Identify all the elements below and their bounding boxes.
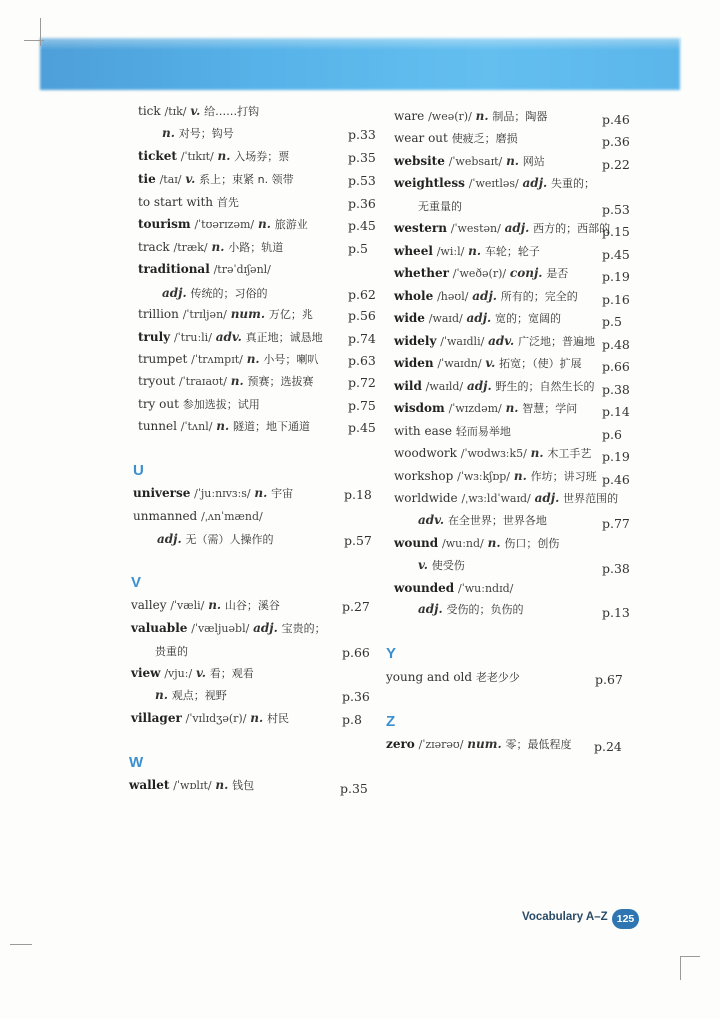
part-of-speech: adj. [534, 491, 560, 505]
page-reference: p.13 [602, 605, 630, 620]
vocab-entry [131, 665, 254, 682]
phonetic: /ˈwaɪdn/ [437, 357, 482, 370]
page-reference: p.35 [340, 781, 368, 796]
headword: wisdom [394, 401, 445, 415]
headword: wound [394, 536, 439, 550]
page-reference: p.63 [348, 353, 376, 368]
page-reference: p.22 [602, 157, 630, 172]
chinese-definition: 拓宽；（使）扩展 [499, 357, 582, 370]
part-of-speech: n. [155, 688, 168, 702]
chinese-definition: 首先 [216, 196, 239, 209]
chinese-definition: 制品；陶器 [492, 110, 548, 123]
phonetic: /ˈtʊərɪzəm/ [194, 218, 255, 231]
phonetic: /ˈjuːnɪvɜːs/ [194, 487, 251, 500]
chinese-definition: 传统的；习俗的 [190, 287, 268, 300]
vocab-entry [394, 490, 618, 507]
chinese-definition: 网站 [522, 155, 545, 168]
chinese-definition: 小路；轨道 [228, 241, 284, 254]
chinese-definition: 宇宙 [271, 487, 294, 500]
chinese-definition: 无重量的 [418, 200, 462, 213]
page-reference: p.45 [602, 247, 630, 262]
vocab-entry [138, 239, 283, 256]
part-of-speech: adj. [522, 176, 548, 190]
chinese-definition: 智慧；学问 [522, 402, 578, 415]
chinese-definition: 使受伤 [431, 559, 465, 572]
vocab-entry [133, 508, 263, 525]
headword: traditional [138, 262, 210, 276]
page-reference: p.5 [602, 314, 622, 329]
phonetic: /ˈweðə(r)/ [452, 267, 507, 280]
part-of-speech: adv. [488, 334, 515, 348]
vocab-entry [138, 261, 271, 278]
phonetic: /ˈwuːndɪd/ [458, 582, 514, 595]
page-reference: p.36 [342, 689, 370, 704]
page-reference: p.48 [602, 337, 630, 352]
phonetic: /ˈwestən/ [450, 222, 501, 235]
chinese-definition: 村民 [266, 712, 289, 725]
phonetic: /taɪ/ [159, 173, 182, 186]
page-reference: p.46 [602, 112, 630, 127]
part-of-speech: n. [216, 419, 230, 433]
vocab-entry [394, 580, 513, 597]
phonetic: /ˈzɪərəʊ/ [418, 738, 464, 751]
headword: unmanned [133, 509, 198, 523]
phonetic: /wiːl/ [436, 245, 465, 258]
page-reference: p.15 [602, 224, 630, 239]
header-fade [40, 20, 680, 50]
chinese-definition: 世界范围的 [563, 492, 619, 505]
headword: wounded [394, 581, 455, 595]
page-reference: p.19 [602, 269, 630, 284]
phonetic: /ˈvæljuəbl/ [191, 622, 250, 635]
phonetic: /waɪld/ [425, 380, 464, 393]
crop-mark [40, 18, 41, 46]
part-of-speech: v. [190, 104, 201, 118]
part-of-speech: n. [506, 154, 519, 168]
part-of-speech: n. [208, 598, 222, 612]
part-of-speech: num. [230, 307, 266, 321]
phonetic: /ˌʌnˈmænd/ [201, 510, 263, 523]
headword: villager [131, 711, 182, 725]
part-of-speech: n. [215, 778, 229, 792]
vocab-entry [138, 329, 323, 346]
vocab-entry [162, 285, 268, 302]
phonetic: /ˈwɪzdəm/ [448, 402, 502, 415]
headword: woodwork [394, 446, 457, 460]
crop-mark [680, 956, 700, 957]
page-reference: p.33 [348, 127, 376, 142]
chinese-definition: 对号；钩号 [178, 127, 234, 140]
page-reference: p.53 [602, 202, 630, 217]
headword: to start with [138, 195, 214, 209]
vocab-entry [386, 669, 520, 686]
headword: ware [394, 109, 425, 123]
chinese-definition: 失重的； [551, 177, 596, 190]
vocab-entry [394, 108, 547, 125]
phonetic: /ˈwɒlɪt/ [173, 779, 212, 792]
headword: zero [386, 737, 415, 751]
phonetic: /vjuː/ [164, 667, 193, 680]
part-of-speech: adj. [157, 532, 182, 546]
vocab-entry [157, 531, 274, 548]
vocab-entry [138, 194, 239, 211]
headword: tie [138, 172, 156, 186]
vocab-entry [394, 288, 578, 305]
page-reference: p.38 [602, 561, 630, 576]
chinese-definition: 观点；视野 [171, 689, 227, 702]
vocab-entry [131, 710, 289, 727]
part-of-speech: n. [230, 374, 244, 388]
part-of-speech: adv. [418, 513, 445, 527]
vocab-entry [394, 468, 597, 485]
vocab-entry [394, 130, 518, 147]
vocab-entry [138, 171, 294, 188]
part-of-speech: n. [257, 217, 271, 231]
chinese-definition: 使疲乏；磨损 [451, 132, 518, 145]
vocab-entry [394, 423, 511, 440]
section-letter: U [133, 462, 144, 479]
chinese-definition: 真正地；诚恳地 [245, 331, 323, 344]
crop-mark [680, 956, 681, 980]
page-reference: p.36 [602, 134, 630, 149]
phonetic: /ˈtrʌmpɪt/ [191, 353, 243, 366]
vocab-entry [394, 310, 561, 327]
phonetic: /træk/ [173, 241, 208, 254]
vocab-entry [386, 736, 571, 753]
part-of-speech: adj. [472, 289, 497, 303]
part-of-speech: n. [246, 352, 260, 366]
chinese-definition: 隧道；地下通道 [233, 420, 311, 433]
headword: wear out [394, 131, 448, 145]
vocab-entry [394, 445, 591, 462]
chinese-definition: 是否 [546, 267, 569, 280]
vocab-entry [155, 687, 227, 704]
headword: tick [138, 104, 161, 118]
part-of-speech: v. [195, 666, 206, 680]
phonetic: /ˈtʌnl/ [180, 420, 213, 433]
chinese-definition: 野生的；自然生长的 [495, 380, 595, 393]
part-of-speech: n. [162, 126, 175, 140]
vocab-entry [138, 418, 310, 435]
vocab-entry [129, 777, 254, 794]
part-of-speech: n. [211, 240, 225, 254]
vocab-entry [394, 153, 545, 170]
part-of-speech: adj. [162, 286, 187, 300]
vocab-entry [131, 597, 280, 614]
vocab-entry [138, 216, 308, 233]
page-reference: p.16 [602, 292, 630, 307]
headword: with ease [394, 424, 452, 438]
phonetic: /ˈtraɪaʊt/ [178, 375, 227, 388]
phonetic: /ˈtruːli/ [173, 331, 212, 344]
phonetic: /ˈwebsaɪt/ [448, 155, 503, 168]
headword: trillion [138, 307, 179, 321]
page-reference: p.35 [348, 150, 376, 165]
phonetic: /tɪk/ [164, 105, 187, 118]
page-reference: p.46 [602, 472, 630, 487]
section-letter: W [129, 754, 144, 771]
part-of-speech: adv. [215, 330, 242, 344]
headword: valuable [131, 621, 188, 635]
crop-mark [10, 944, 32, 945]
page-reference: p.45 [348, 218, 376, 233]
chinese-definition: 轻而易举地 [455, 425, 511, 438]
part-of-speech: adj. [504, 221, 530, 235]
part-of-speech: adj. [466, 311, 492, 325]
page-reference: p.56 [348, 308, 376, 323]
vocab-entry [418, 557, 465, 574]
page-reference: p.72 [348, 375, 376, 390]
part-of-speech: v. [418, 558, 428, 572]
page-reference: p.5 [348, 241, 368, 256]
part-of-speech: n. [530, 446, 544, 460]
headword: widen [394, 356, 434, 370]
chinese-definition: 宝贵的； [281, 622, 326, 635]
chinese-definition: 预赛；选拔赛 [247, 375, 314, 388]
headword: wild [394, 379, 422, 393]
vocab-entry [394, 333, 595, 350]
page-reference: p.66 [342, 645, 370, 660]
part-of-speech: adj. [466, 379, 492, 393]
section-letter: Z [386, 713, 396, 730]
headword: young and old [386, 670, 473, 684]
page-reference: p.36 [348, 196, 376, 211]
vocab-entry [418, 198, 462, 215]
phonetic: /ˌwɜːldˈwaɪd/ [461, 492, 531, 505]
page-reference: p.6 [602, 427, 622, 442]
headword: workshop [394, 469, 454, 483]
phonetic: /weə(r)/ [428, 110, 472, 123]
chinese-definition: 看；观看 [209, 667, 254, 680]
chinese-definition: 所有的；完全的 [500, 290, 578, 303]
page-reference: p.45 [348, 420, 376, 435]
chinese-definition: 参加选拔；试用 [182, 398, 260, 411]
page-reference: p.27 [342, 599, 370, 614]
headword: wallet [129, 778, 170, 792]
phonetic: /wuːnd/ [442, 537, 484, 550]
page-reference: p.62 [348, 287, 376, 302]
part-of-speech: n. [217, 149, 231, 163]
vocab-entry [138, 373, 314, 390]
vocab-entry [394, 355, 582, 372]
chinese-definition: 山谷；溪谷 [224, 599, 280, 612]
part-of-speech: conj. [509, 266, 543, 280]
vocab-entry [138, 351, 318, 368]
chinese-definition: 无（需）人操作的 [185, 533, 274, 546]
headword: tunnel [138, 419, 177, 433]
headword: weightless [394, 176, 465, 190]
part-of-speech: n. [475, 109, 489, 123]
phonetic: /ˈwɜːkʃɒp/ [457, 470, 511, 483]
chinese-definition: 老老少少 [475, 671, 520, 684]
page-reference: p.75 [348, 398, 376, 413]
chinese-definition: 木工手艺 [547, 447, 592, 460]
headword: ticket [138, 149, 177, 163]
headword: trumpet [138, 352, 188, 366]
page-reference: p.18 [344, 487, 372, 502]
vocab-entry [394, 220, 610, 237]
chinese-definition: 入场券；票 [234, 150, 290, 163]
headword: tourism [138, 217, 191, 231]
phonetic: /waɪd/ [428, 312, 463, 325]
vocab-entry [394, 400, 577, 417]
chinese-definition: 在全世界；世界各地 [447, 514, 547, 527]
vocab-entry [131, 620, 326, 637]
headword: track [138, 240, 170, 254]
chinese-definition: 钱包 [232, 779, 255, 792]
headword: whole [394, 289, 434, 303]
phonetic: /ˈtɪkɪt/ [180, 150, 214, 163]
footer-section-label: Vocabulary A–Z [522, 911, 608, 923]
headword: try out [138, 397, 179, 411]
phonetic: /ˈvæli/ [170, 599, 205, 612]
chinese-definition: 零；最低程度 [505, 738, 572, 751]
phonetic: /həʊl/ [437, 290, 469, 303]
vocab-entry [138, 103, 259, 120]
part-of-speech: n. [468, 244, 482, 258]
page-reference: p.57 [344, 533, 372, 548]
vocab-entry [138, 396, 260, 413]
headword: worldwide [394, 491, 458, 505]
vocab-entry [394, 243, 540, 260]
phonetic: /ˈwʊdwɜːk5/ [460, 447, 527, 460]
phonetic: /ˈtrɪljən/ [182, 308, 227, 321]
headword: wheel [394, 244, 433, 258]
page-number-badge: 125 [612, 909, 639, 929]
page-reference: p.66 [602, 359, 630, 374]
page-reference: p.74 [348, 331, 376, 346]
vocab-entry [138, 306, 313, 323]
headword: tryout [138, 374, 176, 388]
headword: widely [394, 334, 437, 348]
part-of-speech: adj. [418, 602, 443, 616]
chinese-definition: 给……打钩 [204, 105, 260, 118]
section-letter: V [131, 574, 142, 591]
chinese-definition: 贵重的 [155, 645, 188, 658]
headword: universe [133, 486, 191, 500]
chinese-definition: 广泛地；普遍地 [518, 335, 596, 348]
headword: valley [131, 598, 167, 612]
vocab-entry [394, 535, 559, 552]
vocab-entry [394, 378, 594, 395]
chinese-definition: 车轮；轮子 [484, 245, 540, 258]
headword: western [394, 221, 447, 235]
chinese-definition: 伤口；创伤 [504, 537, 560, 550]
phonetic: /trəˈdɪʃənl/ [213, 263, 271, 276]
page-reference: p.38 [602, 382, 630, 397]
headword: wide [394, 311, 425, 325]
page-reference: p.8 [342, 712, 362, 727]
headword: truly [138, 330, 171, 344]
phonetic: /ˈvɪlɪdʒə(r)/ [185, 712, 247, 725]
vocab-entry [138, 148, 289, 165]
chinese-definition: 西方的；西部的 [533, 222, 611, 235]
vocab-entry [418, 512, 547, 529]
page-reference: p.19 [602, 449, 630, 464]
vocab-entry [394, 175, 595, 192]
chinese-definition: 旅游业 [274, 218, 308, 231]
page-reference: p.67 [595, 672, 623, 687]
section-letter: Y [386, 645, 397, 662]
page-reference: p.53 [348, 173, 376, 188]
crop-mark [24, 40, 44, 41]
part-of-speech: n. [250, 711, 264, 725]
vocab-entry [394, 265, 568, 282]
page-reference: p.24 [594, 739, 622, 754]
part-of-speech: n. [513, 469, 527, 483]
phonetic: /ˈweɪtləs/ [468, 177, 519, 190]
vocab-entry [418, 601, 524, 618]
chinese-definition: 小号；喇叭 [263, 353, 319, 366]
part-of-speech: num. [467, 737, 502, 751]
part-of-speech: v. [185, 172, 196, 186]
vocab-entry [133, 485, 293, 502]
headword: website [394, 154, 445, 168]
page-reference: p.77 [602, 516, 630, 531]
part-of-speech: v. [485, 356, 496, 370]
vocab-entry [162, 125, 234, 142]
chinese-definition: 系上；束紧 n. 领带 [199, 173, 294, 186]
phonetic: /ˈwaɪdli/ [440, 335, 485, 348]
page-reference: p.14 [602, 404, 630, 419]
part-of-speech: adj. [253, 621, 278, 635]
part-of-speech: n. [254, 486, 268, 500]
chinese-definition: 作坊；讲习班 [530, 470, 597, 483]
chinese-definition: 宽的；宽阔的 [495, 312, 562, 325]
part-of-speech: n. [505, 401, 519, 415]
headword: whether [394, 266, 449, 280]
headword: view [131, 666, 161, 680]
vocab-entry [155, 643, 188, 660]
chinese-definition: 万亿；兆 [268, 308, 313, 321]
part-of-speech: n. [487, 536, 501, 550]
chinese-definition: 受伤的；负伤的 [446, 603, 524, 616]
